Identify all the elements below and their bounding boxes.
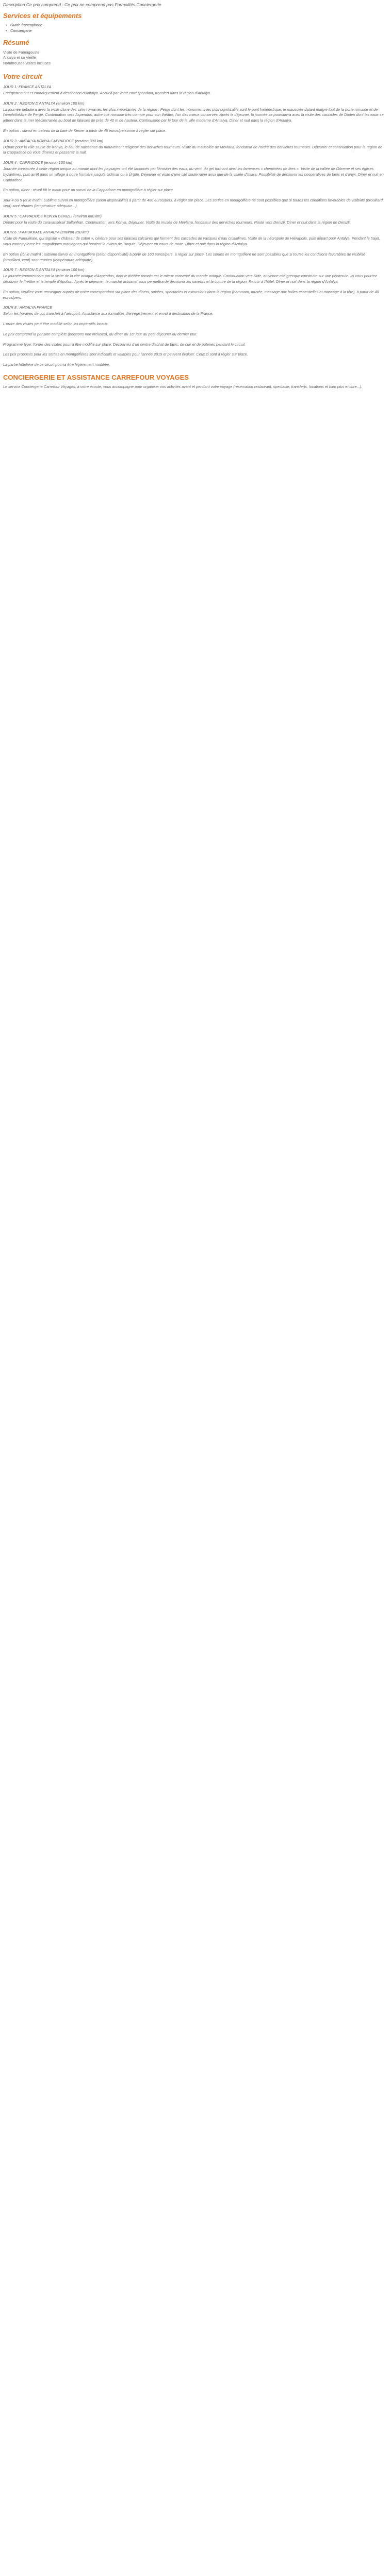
day-label: JOUR 7 : REGION D'ANTALYA (environ 100 km) xyxy=(3,267,85,273)
day-text: Journée consacrée à cette région unique au monde dont les paysages ont été façonnés par l'érosion des eaux, du vent, du gel formant ainsi les fameuses « cheminées de fées ». Visite de la vallée de Göreme et ses églises byzantines, puis arrêt dans un village à notre frontière jusqu'à Uchisar ou à Ürgüp. Déjeuner et visite d'une cité souterraine ainsi que de la vallée d'Ihlara. Possibilité de découvrir les coopératives de tapis et d'onyx. Dîner et nuit en Cappadoce. xyxy=(3,166,384,182)
circuit-heading: Votre circuit xyxy=(3,73,42,81)
circuit-note: Programmé type, l'ordre des visites pourra être modifié sur place. Découvrez d'un centre d'achat de tapis, de cuir et de poteries pendant le circuit. xyxy=(3,342,246,347)
day-text: La journée commencera par la visite de la cité antique d'Aspendos, dont le théâtre romain est le mieux conservé du monde antique. Continuation vers Side, ancienne cité grecque construite sur une péninsule. Ici vous pourrez découvrir le théâtre et le temple d'Apollon. Après le déjeuner, le marché artisanal vous permettra de découvrir les saveurs et la culture de la région. Retour à l'hôtel. Dîner et nuit dans la région d'Antalya. xyxy=(3,274,377,284)
circuit-note: Le prix comprend la pension complète (boissons non incluses), du dîner du 1er jour au petit déjeuner du dernier jour. xyxy=(3,331,198,336)
resume-lines xyxy=(3,50,384,66)
circuit-note: La partie hôtelière de ce circuit pourra être légèrement modifiée. xyxy=(3,362,110,367)
page xyxy=(0,0,386,405)
day-text: Jour 4 ou 5 (et le matin, sublime survol en montgolfière (selon disponibilité) à partir de 400 euros/pers. à régler sur place. Les sorties en montgolfière ne sont possibles que si toutes les conditions favorables de visibilité (brouillard, vent) sont réunies (température adéquate...). xyxy=(3,198,384,209)
day-text: En option, veuillez vous renseigner auprès de notre correspondant sur place des dîners, soirées, spectacles et excursions dans la région (hammam, musée, massage aux huiles essentielles et massage à la tête), à partir de 40 euros/pers. xyxy=(3,289,379,300)
day-text: Visite de Pamukkale, qui signifie « château de coton », célèbre pour ses falaises calcaires qui forment des cascades de vasques d'eau cristallines. Visite de la nécropole de Hiérapolis, puis départ pour Antalya. Pendant le trajet, vous contemplerez les magnifiques montagnes qui bordent la riviera de Turquie. Déjeuner en cours de route. Dîner et nuit dans la région d'Antalya. xyxy=(3,236,380,246)
services-item: • Guide francophone xyxy=(10,23,384,28)
circuit-notes xyxy=(3,321,384,368)
day-label: JOUR 2 : REGION D'ANTALYA (environ 100 km) xyxy=(3,100,85,106)
resume-heading: Résumé xyxy=(3,39,29,47)
day-label: JOUR 1: FRANCE ANTALYA xyxy=(3,84,52,90)
day-text: Selon les horaires de vol, transfert à l'aéroport. Assistance aux formalités d'enregistrement et envol à destination de la France. xyxy=(3,311,214,316)
day-label: JOUR 5 : CAPPADOCE KONYA DENIZLI (environ 680 km) xyxy=(3,213,102,218)
day-text: Départ pour la visite du caravansérail Sultanhan. Continuation vers Konya. Déjeuner. Visite du musée de Mevlana, fondateur des derviches tourneurs. Route vers Denizli. Dîner et nuit dans la région de Denizli. xyxy=(3,219,351,225)
day-text: En option, dîner : réveil tôt le matin pour un survol de la Cappadoce en montgolfière à régler sur place. xyxy=(3,188,174,193)
services-heading: Services et équipements xyxy=(3,11,82,20)
day-label: JOUR 8 : ANTALYA FRANCE xyxy=(3,305,53,310)
day-text: La journée débutera avec la visite d'une des cités romaines les plus importantes de la région : Perge dont les monuments les plus significatifs sont le pont hellénistique, le mausolée datant malgré tout de la porte romaine et de l'amphithéâtre de Perge. Continuation vers Aspendos, autre cité romaine très connue pour son théâtre, l'un des mieux conservés. Après le déjeuner, la journée se poursuivra avec la visite des cascades de Duden dont les eaux se jettent dans la mer Méditerranée au bout de falaises de près de 40 m de hauteur. Continuation par le tour de la ville moderne d'Antalya. Dîner et nuit dans la région d'Antalya. xyxy=(3,107,384,123)
day-label: JOUR 6 : PAMUKKALE ANTALYA (environ 250 km) xyxy=(3,230,89,235)
resume-line: Visite de Famagouste xyxy=(3,49,40,55)
resume-line: Nombreuses visites incluses xyxy=(3,61,51,66)
day-label: JOUR 3 : ANTALYA KONYA CAPPADOCE (environ 390 km) xyxy=(3,138,104,143)
services-item: • Conciergerie xyxy=(10,28,384,34)
circuit-days xyxy=(3,84,384,317)
day-label: JOUR 4 : CAPPADOCE (environ 100 km) xyxy=(3,160,73,165)
day-text: En option : survol en bateau de la baie de Kemer à partir de 45 euros/personne à régler sur place. xyxy=(3,128,167,133)
day-text: Enregistrement et embarquement à destination d'Antalya. Accueil par votre correspondant, transfert dans la région d'Antalya. xyxy=(3,91,211,96)
services-list xyxy=(3,23,384,34)
circuit-note: Les prix proposés pour les sorties en montgolfières sont indicatifs et valables pour l'année 2019 et peuvent évoluer. Ceux ci sont à régler sur place. xyxy=(3,352,248,357)
day-text: En option (tôt le matin) : sublime survol en montgolfière (selon disponibilité) à partir de 160 euros/pers. à régler sur place. Les sorties en montgolfière ne sont possibles que si toutes les conditions favorables de visibilité (brouillard, vent) sont réunies (température adéquate). xyxy=(3,251,366,262)
resume-line: Antalya et sa Vieille xyxy=(3,55,36,60)
intro-line: Description Ce prix comprend : Ce prix ne comprend pas Formalités Conciergerie xyxy=(3,2,161,7)
conciergerie-heading: CONCIERGERIE ET ASSISTANCE CARREFOUR VOYAGES xyxy=(3,373,189,381)
conciergerie-text: Le service Conciergerie Carrefour Voyages, à votre écoute, vous accompagne pour organiser vos activités avant et pendant votre voyage (réservation restaurant, spectacle, transferts, locations et bien plus encore...). xyxy=(3,384,363,389)
day-text: Départ pour la ville sainte de Konya, le lieu de naissance du mouvement religieux des derviches tourneurs. Visite du mausolée de Mevlana, fondateur de l'ordre des derviches tourneurs. Déjeuner et continuation pour la région de la Cappadoce où vous dînerez et passerez la nuit. xyxy=(3,144,383,155)
circuit-note: L'ordre des visites peut être modifié selon les impératifs locaux. xyxy=(3,321,109,326)
